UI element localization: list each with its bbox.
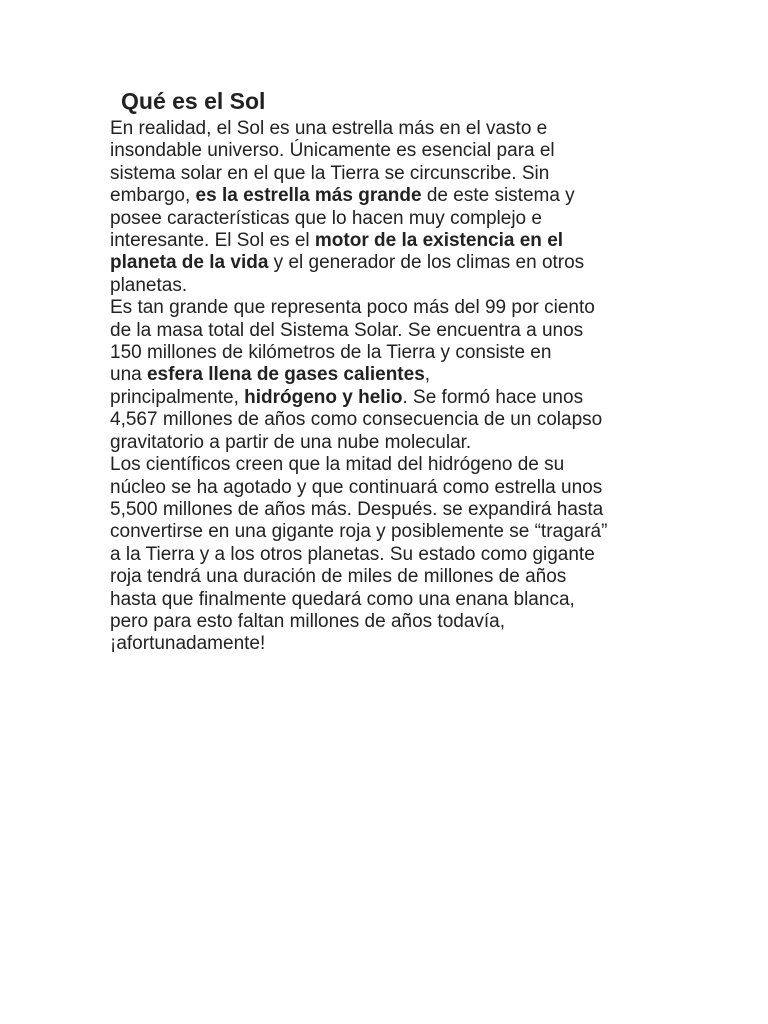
text-run: hasta que finalmente quedará como una enana blanca, (110, 588, 575, 610)
bold-text-run: hidrógeno y helio (244, 386, 403, 408)
bold-text-run: motor de la existencia en el (314, 230, 564, 252)
text-run: de este sistema y (421, 185, 575, 207)
text-run: insondable universo. Únicamente es esencial para el (110, 140, 555, 162)
text-run: Los científicos creen que la mitad del hidrógeno de su (110, 454, 565, 476)
text-run: pero para esto faltan millones de años todavía, (110, 610, 506, 632)
text-line (110, 185, 670, 207)
text-line (110, 275, 670, 297)
text-run: 5,500 millones de años más. Después. se expandirá hasta (110, 498, 604, 520)
text-line (110, 589, 670, 611)
text-run: una (110, 364, 147, 386)
text-run: ¡afortunadamente! (110, 633, 266, 655)
text-line (110, 320, 670, 342)
paragraph (110, 297, 670, 454)
bold-text-run: planeta de la vida (110, 252, 269, 274)
text-line (110, 230, 670, 252)
text-run: roja tendrá una duración de miles de millones de años (110, 566, 567, 588)
text-line (110, 140, 670, 162)
text-line (110, 633, 670, 655)
text-run: principalmente, (110, 386, 245, 408)
text-run: . Se formó hace unos (402, 386, 584, 408)
text-run: convertirse en una gigante roja y posiblemente se “tragará” (110, 521, 608, 543)
text-line (110, 297, 670, 319)
text-line (110, 454, 670, 476)
paragraph (110, 118, 670, 297)
text-line (110, 544, 670, 566)
text-run: y el generador de los climas en otros (268, 252, 585, 274)
text-line (110, 432, 670, 454)
text-run: gravitatorio a partir de una nube molecular. (110, 431, 472, 453)
text-line (110, 477, 670, 499)
text-run: embargo, (110, 185, 196, 207)
text-line (110, 163, 670, 185)
text-line (110, 611, 670, 633)
text-run: sistema solar en el que la Tierra se circunscribe. Sin (110, 162, 550, 184)
document-body (110, 118, 670, 656)
bold-text-run: esfera llena de gases calientes (146, 364, 425, 386)
text-run: 4,567 millones de años como consecuencia de un colapso (110, 409, 603, 431)
document-title: Qué es el Sol (121, 88, 266, 114)
text-line (110, 521, 670, 543)
text-run: Es tan grande que representa poco más del 99 por ciento (110, 297, 595, 319)
text-line (110, 387, 670, 409)
text-run: a la Tierra y a los otros planetas. Su estado como gigante (110, 543, 595, 565)
text-line (110, 118, 670, 140)
text-line (110, 342, 670, 364)
text-run: posee características que lo hacen muy complejo e (110, 207, 542, 229)
paragraph (110, 454, 670, 656)
text-line (110, 252, 670, 274)
text-run: En realidad, el Sol es una estrella más en el vasto e (110, 118, 548, 139)
text-line (110, 409, 670, 431)
text-run: interesante. El Sol es el (110, 230, 315, 252)
bold-text-run: es la estrella más grande (195, 185, 422, 207)
text-line (110, 364, 670, 386)
text-run: , (424, 364, 431, 386)
text-line (110, 566, 670, 588)
text-line (110, 499, 670, 521)
text-run: planetas. (110, 274, 188, 296)
text-run: núcleo se ha agotado y que continuará como estrella unos (110, 476, 603, 498)
text-run: de la masa total del Sistema Solar. Se encuentra a unos (110, 319, 584, 341)
text-line (110, 208, 670, 230)
text-run: 150 millones de kilómetros de la Tierra y consiste en (110, 342, 552, 364)
